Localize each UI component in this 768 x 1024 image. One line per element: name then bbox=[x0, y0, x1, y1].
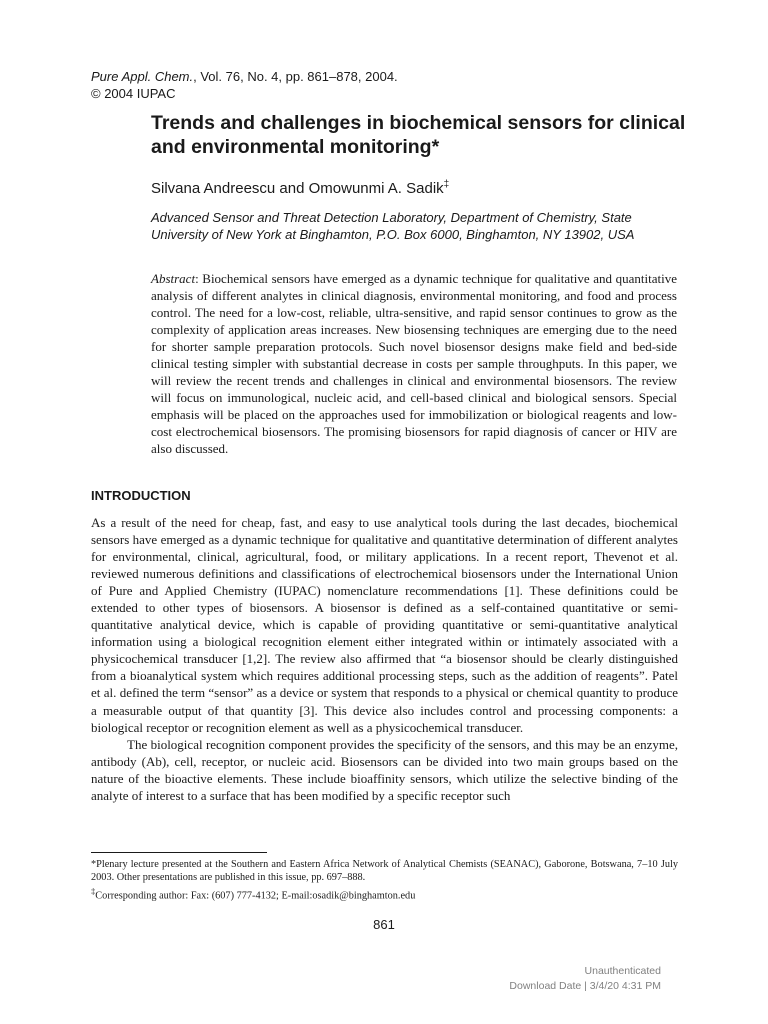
abstract-label: Abstract bbox=[151, 271, 196, 286]
page-number: 861 bbox=[373, 917, 395, 932]
copyright: © 2004 IUPAC bbox=[91, 86, 176, 101]
journal-name: Pure Appl. Chem. bbox=[91, 69, 194, 84]
volume-pages: , Vol. 76, No. 4, pp. 861–878, 2004. bbox=[193, 69, 398, 84]
corresponding-author-mark: ‡ bbox=[443, 179, 450, 190]
author-names: Silvana Andreescu and Omowunmi A. Sadik bbox=[151, 180, 444, 197]
citation-line bbox=[91, 68, 398, 85]
footnote-divider bbox=[91, 852, 267, 853]
paragraph: The biological recognition component provides the specificity of the sensors, and this may be an enzyme, antibody (Ab), cell, receptor, or nucleic acid. Biosensors can be divided into two main groups based on the nature of the bioactive elements. These include bioaffinity sensors, which utilize the selective binding of the analyte of interest to a surface that has been modified by a specific receptor such bbox=[91, 736, 678, 803]
download-info bbox=[509, 964, 661, 994]
download-date: Download Date | 3/4/20 4:31 PM bbox=[509, 980, 661, 992]
footnote bbox=[91, 885, 678, 903]
article-title: Trends and challenges in biochemical sensors for clinical and environmental monitoring* bbox=[151, 112, 686, 158]
footnote-mark: ‡ bbox=[91, 885, 96, 896]
abstract bbox=[151, 270, 677, 458]
auth-status: Unauthenticated bbox=[584, 965, 661, 977]
authors bbox=[151, 176, 449, 198]
paragraph: As a result of the need for cheap, fast, and easy to use analytical tools during the last decades, biochemical sensors have emerged as a dynamic technique for qualitative and quantitative determination of different analytes for environmental, clinical, agricultural, food, or military applications. In a recent report, Thevenot et al. reviewed numerous definitions and classifications of electrochemical biosensors under the International Union of Pure and Applied Chemistry (IUPAC) nomenclature recommendations [1]. These definitions could be extended to other types of biosensors. A biosensor is defined as a self-contained quantitative or semi-quantitative analytical device, which is capable of providing quantitative or semi-quantitative analytical information using a biological recognition element either integrated within or intimately associated with a physicochemical transducer [1,2]. The review also affirmed that “a biosensor should be clearly distinguished from a bioanalytical system which requires additional processing steps, such as the addition of reagents”. Patel et al. defined the term “sensor” as a device or system that responds to a physical or chemical quantity to produce a measurable output of that quantity [3]. This device also includes control and processing components: a biological receptor or recognition element as well as a physicochemical transducer. bbox=[91, 515, 678, 735]
abstract-text: : Biochemical sensors have emerged as a dynamic technique for qualitative and quantitative analysis of different analytes in clinical diagnosis, environmental monitoring, and food and process control. The need for a low-cost, reliable, ultra-sensitive, and rapid sensor continues to grow as the complexity of application areas increases. New biosensing techniques are emerging due to the need for shorter sample preparation protocols. Such novel biosensor designs make field and bed-side clinical testing simpler with substantial decrease in costs per sample throughputs. In this paper, we will review the recent trends and challenges in clinical and environmental biosensors. The review will focus on immunological, nucleic acid, and cell-based clinical and biological sensors. Special emphasis will be placed on the approaches used for immobilization or biological reagents and low-cost electrochemical biosensors. The promising biosensors for rapid diagnosis of cancer or HIV are also discussed. bbox=[151, 271, 677, 457]
footnote: *Plenary lecture presented at the Southern and Eastern Africa Network of Analytical Chemists (SEANAC), Gaborone, Botswana, 7–10 July 2003. Other presentations are published in this issue, pp. 697–888. bbox=[91, 859, 678, 884]
introduction-body bbox=[91, 514, 678, 804]
affiliation: Advanced Sensor and Threat Detection Laboratory, Department of Chemistry, State University of New York at Binghamton, P.O. Box 6000, Binghamton, NY 13902, USA bbox=[151, 210, 635, 242]
journal-citation bbox=[91, 68, 398, 102]
section-heading-introduction: INTRODUCTION bbox=[91, 488, 191, 503]
footnote-text: Corresponding author: Fax: (607) 777-4132; E-mail:osadik@binghamton.edu bbox=[95, 890, 416, 902]
footnotes bbox=[91, 858, 678, 903]
